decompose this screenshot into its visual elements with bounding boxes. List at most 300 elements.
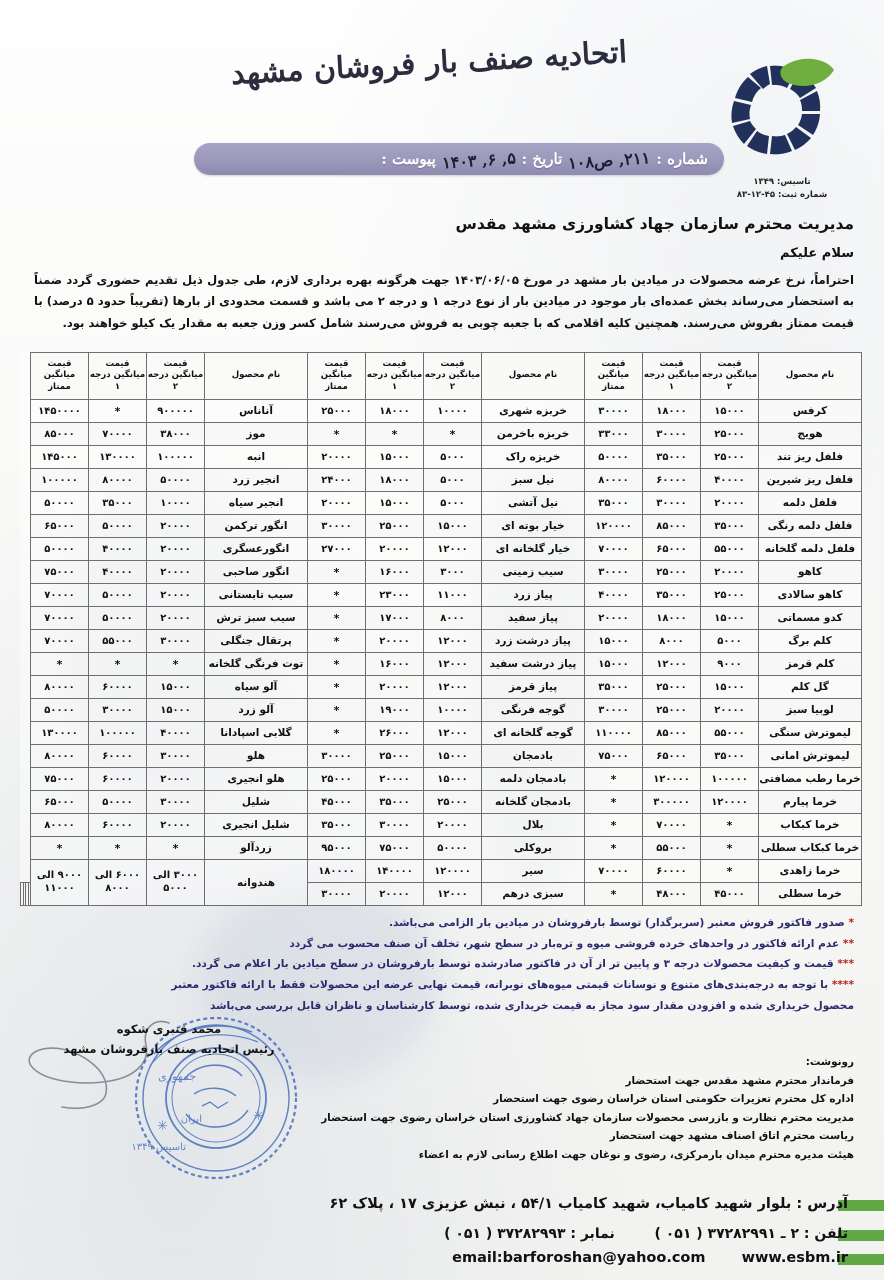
note-text: عدم ارائه فاکتور در واحدهای خرده فروشی میوه و تره‌بار در سطح شهر، تخلف آن صنف محسوب می گردد xyxy=(289,937,840,950)
footer-address: آدرس : بلوار شهید کامیاب، شهید کامیاب ۵۴/۱ ، نبش عزیزی ۱۷ ، پلاک ۶۲ xyxy=(329,1196,848,1212)
price-cell: ۳۰۰۰۰ xyxy=(585,561,643,584)
price-cell: ۲۰۰۰۰ xyxy=(147,538,205,561)
price-cell: ۲۰۰۰۰ xyxy=(147,561,205,584)
product-name-cell: پیاز درشت زرد xyxy=(482,630,585,653)
price-cell: ۵۰۰۰۰ xyxy=(89,791,147,814)
header-row xyxy=(21,353,862,400)
th-grade2-1: قیمت میانگین درجه ۲ xyxy=(701,353,759,400)
price-cell: ۶۰۰۰۰ xyxy=(89,676,147,699)
svg-text:✳: ✳ xyxy=(253,1109,264,1124)
price-cell: ۱۵۰۰۰ xyxy=(147,699,205,722)
price-cell: ۲۰۰۰۰ xyxy=(147,768,205,791)
price-cell: ۱۹۰۰۰ xyxy=(366,699,424,722)
price-cell: ۳۰۰۰۰ xyxy=(308,745,366,768)
price-cell: ۷۰۰۰۰ xyxy=(89,423,147,446)
distribution-item: مدیریت محترم نظارت و بازرسی محصولات سازمان جهاد کشاورزی استان خراسان رضوی جهت استحضار xyxy=(321,1111,854,1124)
table-row xyxy=(21,423,862,446)
note-bullet: **** xyxy=(828,978,854,991)
price-cell: ۹۵۰۰۰ xyxy=(308,837,366,860)
product-name-cell: هلو xyxy=(205,745,308,768)
product-name-cell: فلفل دلمه رنگی xyxy=(759,515,862,538)
price-table xyxy=(20,352,862,906)
price-cell: ۱۲۰۰۰۰ xyxy=(643,768,701,791)
product-name-cell: نیل آتشی xyxy=(482,492,585,515)
price-cell: ۷۵۰۰۰ xyxy=(31,768,89,791)
product-name-cell: فلفل دلمه xyxy=(759,492,862,515)
th-grade1-1: قیمت میانگین درجه ۱ xyxy=(643,353,701,400)
price-cell: ۸۵۰۰۰ xyxy=(31,423,89,446)
note-bullet: ** xyxy=(839,937,854,950)
product-name-cell: گوجه فرنگی xyxy=(482,699,585,722)
document-number-bar xyxy=(194,143,724,175)
price-cell: ۶۵۰۰۰ xyxy=(31,515,89,538)
price-cell: ۲۰۰۰۰ xyxy=(366,538,424,561)
product-name-cell: خرما پیارم xyxy=(759,791,862,814)
price-cell: ۷۵۰۰۰ xyxy=(585,745,643,768)
price-cell: ۳۰۰۰۰ xyxy=(89,699,147,722)
footer-phone-line xyxy=(444,1226,848,1242)
price-cell: * xyxy=(89,653,147,676)
product-name-cell: فلفل ریز تند xyxy=(759,446,862,469)
note-bullet: * xyxy=(844,917,854,929)
price-cell: ۳۵۰۰۰ xyxy=(585,492,643,515)
signatory-title: رئیس اتحادیه صنف بارفروشان مشهد xyxy=(63,1041,275,1056)
table-row xyxy=(21,584,862,607)
table-head xyxy=(21,353,862,400)
price-cell: ۱۲۰۰۰۰ xyxy=(701,791,759,814)
salutation: سلام علیکم xyxy=(780,246,854,261)
price-cell: ۱۶۰۰۰ xyxy=(366,653,424,676)
price-cell: ۳۰۰۰۰ xyxy=(643,492,701,515)
price-cell: ۱۵۰۰۰ xyxy=(585,630,643,653)
note-line xyxy=(34,975,854,996)
th-grade1-3: قیمت میانگین درجه ۱ xyxy=(89,353,147,400)
price-cell: ۵۰۰۰۰ xyxy=(147,469,205,492)
price-cell: ۷۰۰۰۰ xyxy=(31,584,89,607)
price-cell: ۱۲۰۰۰ xyxy=(424,653,482,676)
price-cell: * xyxy=(147,653,205,676)
product-name-cell: گوجه گلخانه ای xyxy=(482,722,585,745)
price-cell: ۶۰۰۰۰ xyxy=(643,469,701,492)
price-cell: ۳۰۰۰۰ xyxy=(366,814,424,837)
product-name-cell: خربزه شهری xyxy=(482,400,585,423)
price-cell: * xyxy=(585,768,643,791)
footer-email[interactable]: email:barforoshan@yahoo.com xyxy=(452,1250,706,1266)
price-cell: ۱۵۰۰۰ xyxy=(366,492,424,515)
product-name-cell: خیار گلخانه ای xyxy=(482,538,585,561)
price-cell: ۳۰۰۰۰ xyxy=(308,883,366,906)
price-cell: ۱۰۰۰۰ xyxy=(424,400,482,423)
product-name-cell: گلابی اسپادانا xyxy=(205,722,308,745)
price-cell: ۱۰۰۰۰ xyxy=(147,492,205,515)
price-cell: ۲۵۰۰۰ xyxy=(424,791,482,814)
price-cell: ۷۰۰۰۰ xyxy=(31,630,89,653)
price-cell: * xyxy=(701,837,759,860)
price-cell: ۸۰۰۰۰ xyxy=(89,469,147,492)
th-name-3: نام محصول xyxy=(205,353,308,400)
price-cell: ۲۰۰۰۰ xyxy=(308,446,366,469)
price-cell: * xyxy=(308,630,366,653)
price-cell: ۶۵۰۰۰ xyxy=(643,745,701,768)
price-cell: ۴۰۰۰۰ xyxy=(585,584,643,607)
note-text: محصول خریداری شده و افزودن مقدار سود مجاز به قیمت خریداری شده، توسط کارشناسان و ناظران قابل بررسی می‌باشد xyxy=(209,999,854,1012)
product-name-cell: پرتقال جنگلی xyxy=(205,630,308,653)
price-cell: ۳۵۰۰۰ xyxy=(89,492,147,515)
price-cell: ۲۵۰۰۰ xyxy=(308,400,366,423)
product-name-cell: آلو سیاه xyxy=(205,676,308,699)
price-cell: * xyxy=(308,722,366,745)
th-name-2: نام محصول xyxy=(482,353,585,400)
price-cell: ۱۲۰۰۰ xyxy=(424,676,482,699)
product-name-cell: آناناس xyxy=(205,400,308,423)
price-cell: ۷۰۰۰۰ xyxy=(31,607,89,630)
svg-text:✳: ✳ xyxy=(157,1119,168,1134)
registration-number: شماره ثبت: ۴۵-۱۲-۸۳ xyxy=(736,189,828,200)
price-cell: ۱۵۰۰۰ xyxy=(366,446,424,469)
product-name-cell: سیب زمینی xyxy=(482,561,585,584)
price-cell: ۴۵۰۰۰ xyxy=(308,791,366,814)
price-cell: ۲۰۰۰۰ xyxy=(424,814,482,837)
product-name-cell: بادمجان گلخانه xyxy=(482,791,585,814)
table-row xyxy=(21,745,862,768)
product-name-cell: انگور ترکمن xyxy=(205,515,308,538)
price-cell: ۷۰۰۰۰ xyxy=(643,814,701,837)
note-bullet: *** xyxy=(833,958,854,971)
price-cell: ۵۰۰۰۰ xyxy=(89,515,147,538)
table-row xyxy=(21,791,862,814)
price-cell: * xyxy=(308,676,366,699)
price-cell: ۵۰۰۰۰ xyxy=(89,584,147,607)
price-cell: ۲۵۰۰۰ xyxy=(308,768,366,791)
table-row xyxy=(21,446,862,469)
price-cell: ۹۰۰۰۰۰ xyxy=(147,400,205,423)
price-cell: ۳۵۰۰۰ xyxy=(366,791,424,814)
empty-cell xyxy=(23,883,26,906)
price-cell: ۷۰۰۰۰ xyxy=(585,860,643,883)
th-premium-1: قیمت میانگین ممتاز xyxy=(585,353,643,400)
price-cell: ۲۰۰۰۰ xyxy=(366,676,424,699)
th-name-1: نام محصول xyxy=(759,353,862,400)
price-cell: * xyxy=(31,837,89,860)
price-cell: * xyxy=(585,791,643,814)
price-cell: ۵۵۰۰۰ xyxy=(643,837,701,860)
product-name-cell: بروکلی xyxy=(482,837,585,860)
footer-web-line xyxy=(452,1250,848,1266)
svg-text:ایران: ایران xyxy=(180,1114,202,1125)
price-cell: * xyxy=(308,423,366,446)
price-cell: ۱۸۰۰۰ xyxy=(366,400,424,423)
th-premium-3: قیمت میانگین ممتاز xyxy=(31,353,89,400)
footer-phone: تلفن : ۲ ـ ۳۷۲۸۲۹۹۱ ( ۰۵۱ ) xyxy=(654,1226,848,1242)
product-name-cell: کاهو xyxy=(759,561,862,584)
price-cell: * xyxy=(585,837,643,860)
product-name-cell: کرفس xyxy=(759,400,862,423)
price-cell: ۲۰۰۰۰ xyxy=(147,607,205,630)
price-cell: ۲۷۰۰۰ xyxy=(308,538,366,561)
price-cell: ۸۰۰۰ xyxy=(424,607,482,630)
distribution-list xyxy=(34,1053,854,1164)
date-label: تاریخ : xyxy=(521,150,563,168)
price-cell: ۳۵۰۰۰ xyxy=(701,515,759,538)
th-premium-2: قیمت میانگین ممتاز xyxy=(308,353,366,400)
price-cell: * xyxy=(701,860,759,883)
table-row xyxy=(21,814,862,837)
organization-title: اتحادیه صنف بار فروشان مشهد xyxy=(230,34,628,93)
distribution-item: ریاست محترم اتاق اصناف مشهد جهت استحضار xyxy=(609,1130,854,1143)
price-cell: ۵۰۰۰ xyxy=(424,446,482,469)
date-value: ۵, ۶, ۱۴۰۳ xyxy=(441,147,517,173)
conditions-notes xyxy=(34,913,854,1016)
table-row xyxy=(21,492,862,515)
price-cell: * xyxy=(585,883,643,906)
price-cell: ۸۰۰۰ xyxy=(643,630,701,653)
distribution-item: هیئت مدیره محترم میدان بارمرکزی، رضوی و نوغان جهت اطلاع رسانی لازم به اعضاء xyxy=(418,1148,854,1161)
price-cell: ۲۴۰۰۰ xyxy=(308,469,366,492)
union-logo xyxy=(714,52,854,162)
price-cell: ۳۵۰۰۰ xyxy=(643,446,701,469)
price-cell: ۲۵۰۰۰ xyxy=(366,745,424,768)
price-cell: ۳۰۰۰۰ xyxy=(147,630,205,653)
price-cell: ۵۵۰۰۰ xyxy=(701,538,759,561)
price-cell: ۴۰۰۰۰ xyxy=(89,561,147,584)
price-cell: ۲۰۰۰۰ xyxy=(701,561,759,584)
product-name-cell: کدو مسماتی xyxy=(759,607,862,630)
price-cell: ۵۰۰۰۰ xyxy=(585,446,643,469)
product-name-cell: زردآلو xyxy=(205,837,308,860)
price-cell: ۳۵۰۰۰ xyxy=(585,676,643,699)
table-row xyxy=(21,607,862,630)
price-cell: ۱۱۰۰۰ xyxy=(424,584,482,607)
price-cell: ۱۰۰۰۰ xyxy=(424,699,482,722)
product-name-cell: بادمجان دلمه xyxy=(482,768,585,791)
price-cell: ۲۰۰۰۰ xyxy=(585,607,643,630)
number-label: شماره : xyxy=(656,150,708,168)
price-cell: * xyxy=(89,837,147,860)
price-cell: ۱۵۰۰۰ xyxy=(424,515,482,538)
distribution-item: اداره کل محترم تعزیرات حکومتی استان خراسان رضوی جهت استحضار xyxy=(493,1093,854,1106)
price-cell: ۱۴۵۰۰۰ xyxy=(31,446,89,469)
price-cell: * xyxy=(366,423,424,446)
price-cell: ۱۵۰۰۰ xyxy=(424,768,482,791)
product-name-cell: کلم برگ xyxy=(759,630,862,653)
price-cell: ۸۰۰۰۰ xyxy=(585,469,643,492)
price-cell: ۱۶۰۰۰ xyxy=(366,561,424,584)
product-name-cell: خرما سطلی xyxy=(759,883,862,906)
price-cell: ۲۰۰۰۰ xyxy=(147,584,205,607)
product-name-cell: خیار بوته ای xyxy=(482,515,585,538)
price-cell: * xyxy=(308,584,366,607)
product-name-cell: شلیل انجیری xyxy=(205,814,308,837)
product-name-cell: سیر xyxy=(482,860,585,883)
price-cell: ۵۵۰۰۰ xyxy=(701,722,759,745)
price-cell: ۱۴۰۰۰۰ xyxy=(366,860,424,883)
price-cell: ۱۵۰۰۰ xyxy=(701,676,759,699)
product-name-cell: سبزی درهم xyxy=(482,883,585,906)
table-row xyxy=(21,676,862,699)
footer-fax: نمابر : ۳۷۲۸۲۹۹۳ ( ۰۵۱ ) xyxy=(444,1226,615,1242)
product-name-cell: هندوانه xyxy=(205,860,308,906)
price-cell: ۱۷۰۰۰ xyxy=(366,607,424,630)
price-cell: * xyxy=(585,814,643,837)
price-cell: ۶۰۰۰۰ xyxy=(89,814,147,837)
price-cell: ۲۳۰۰۰ xyxy=(366,584,424,607)
product-name-cell: خربزه راک xyxy=(482,446,585,469)
note-text: با توجه به درجه‌بندی‌های متنوع و نوسانات قیمتی میوه‌های نوبرانه، قیمت نهایی عرضه این محصولات فقط با ارائه فاکتور معتبر xyxy=(171,978,829,991)
empty-cell xyxy=(21,883,24,906)
distribution-title: رونوشت: xyxy=(805,1056,854,1068)
price-cell: ۱۵۰۰۰ xyxy=(701,607,759,630)
product-name-cell: خرما کبکاب xyxy=(759,814,862,837)
note-line xyxy=(34,913,854,934)
price-cell: ۲۵۰۰۰ xyxy=(701,584,759,607)
price-cell: ۴۰۰۰۰ xyxy=(147,722,205,745)
price-cell: ۵۰۰۰۰ xyxy=(31,699,89,722)
product-name-cell: انگور صاحبی xyxy=(205,561,308,584)
product-name-cell: شلیل xyxy=(205,791,308,814)
note-line xyxy=(34,934,854,955)
product-name-cell: خرما زاهدی xyxy=(759,860,862,883)
price-cell: ۳۸۰۰۰ xyxy=(147,423,205,446)
price-cell: ۲۰۰۰۰ xyxy=(366,768,424,791)
price-cell: ۲۰۰۰۰ xyxy=(366,883,424,906)
price-cell: ۴۵۰۰۰ xyxy=(701,883,759,906)
price-cell: ۶۰۰۰ الی ۸۰۰۰ xyxy=(89,860,147,906)
price-cell: ۳۰۰۰۰ xyxy=(585,699,643,722)
table-row xyxy=(21,469,862,492)
price-cell: ۸۰۰۰۰ xyxy=(31,745,89,768)
price-cell: ۲۵۰۰۰ xyxy=(643,699,701,722)
price-cell: ۷۰۰۰۰ xyxy=(585,538,643,561)
price-cell: ۳۰۰۰۰ xyxy=(585,400,643,423)
price-cell: * xyxy=(308,699,366,722)
price-cell: ۵۰۰۰ xyxy=(701,630,759,653)
product-name-cell: پیاز زرد xyxy=(482,584,585,607)
attachment-label: پیوست : xyxy=(381,150,436,168)
product-name-cell: بلال xyxy=(482,814,585,837)
product-name-cell: آلو زرد xyxy=(205,699,308,722)
product-name-cell: کاهو سالادی xyxy=(759,584,862,607)
price-cell: ۳۳۰۰۰ xyxy=(585,423,643,446)
price-cell: * xyxy=(701,814,759,837)
price-cell: ۸۰۰۰۰ xyxy=(31,814,89,837)
price-cell: ۲۰۰۰۰ xyxy=(147,515,205,538)
price-cell: ۱۳۰۰۰۰ xyxy=(31,722,89,745)
product-name-cell: پیاز درشت سفید xyxy=(482,653,585,676)
price-cell: ۶۰۰۰۰ xyxy=(89,768,147,791)
product-name-cell: موز xyxy=(205,423,308,446)
price-cell: ۶۵۰۰۰ xyxy=(31,791,89,814)
price-cell: ۱۵۰۰۰ xyxy=(701,400,759,423)
table-body xyxy=(21,400,862,906)
price-cell: ۳۰۰۰۰ xyxy=(308,515,366,538)
table-row xyxy=(21,860,862,883)
price-cell: ۸۵۰۰۰ xyxy=(643,515,701,538)
empty-cell xyxy=(28,883,31,906)
product-name-cell: خربزه باخرمن xyxy=(482,423,585,446)
price-cell: ۱۲۰۰۰ xyxy=(424,630,482,653)
price-cell: ۳۰۰۰۰ xyxy=(147,745,205,768)
product-name-cell: انجیر سیاه xyxy=(205,492,308,515)
table-row xyxy=(21,630,862,653)
empty-cell xyxy=(26,883,29,906)
price-cell: * xyxy=(308,653,366,676)
price-cell: * xyxy=(31,653,89,676)
th-grade2-2: قیمت میانگین درجه ۲ xyxy=(424,353,482,400)
price-cell: ۴۰۰۰۰ xyxy=(89,538,147,561)
product-name-cell: گل کلم xyxy=(759,676,862,699)
price-cell: ۲۵۰۰۰ xyxy=(643,676,701,699)
price-cell: ۱۵۰۰۰ xyxy=(424,745,482,768)
product-name-cell: نیل سبز xyxy=(482,469,585,492)
price-cell: ۲۵۰۰۰ xyxy=(701,446,759,469)
price-cell: ۷۵۰۰۰ xyxy=(31,561,89,584)
letter-body xyxy=(34,270,854,334)
price-cell: ۶۰۰۰۰ xyxy=(643,860,701,883)
price-cell: ۵۰۰۰ xyxy=(424,469,482,492)
table-row xyxy=(21,538,862,561)
product-name-cell: انگورعسگری xyxy=(205,538,308,561)
table-row xyxy=(21,653,862,676)
note-text: قیمت و کیفیت محصولات درجه ۳ و پایین تر از آن در فاکتور صادرشده توسط بارفروشان در سطح میادین بار اعلام می گردد. xyxy=(191,958,834,971)
price-cell: ۱۸۰۰۰ xyxy=(366,469,424,492)
price-cell: ۱۸۰۰۰ xyxy=(643,607,701,630)
price-cell: ۶۰۰۰۰ xyxy=(89,745,147,768)
table-row xyxy=(21,722,862,745)
table-row xyxy=(21,768,862,791)
product-name-cell: لیموترش امانی xyxy=(759,745,862,768)
price-cell: ۱۵۰۰۰ xyxy=(585,653,643,676)
price-cell: ۳۵۰۰۰ xyxy=(308,814,366,837)
price-cell: ۸۵۰۰۰ xyxy=(643,722,701,745)
svg-text:جمهوری: جمهوری xyxy=(158,1070,196,1083)
price-cell: ۲۰۰۰۰ xyxy=(308,492,366,515)
price-cell: ۳۰۰۰۰۰ xyxy=(643,791,701,814)
price-cell: * xyxy=(147,837,205,860)
price-cell: ۵۵۰۰۰ xyxy=(89,630,147,653)
product-name-cell: فلفل ریز شیرین xyxy=(759,469,862,492)
th-grade2-3: قیمت میانگین درجه ۲ xyxy=(147,353,205,400)
product-name-cell: سیب سبز ترش xyxy=(205,607,308,630)
product-name-cell: توت فرنگی گلخانه xyxy=(205,653,308,676)
price-cell: ۱۳۰۰۰۰ xyxy=(89,446,147,469)
price-cell: ۲۵۰۰۰ xyxy=(643,561,701,584)
svg-text:تاسیس ۱۳۴۹: تاسیس ۱۳۴۹ xyxy=(131,1142,186,1153)
price-cell: ۵۰۰۰۰ xyxy=(31,538,89,561)
price-cell: ۲۰۰۰۰ xyxy=(701,492,759,515)
letter-body-text: احتراماً، نرخ عرضه محصولات در میادین بار مشهد در مورخ ۱۴۰۳/۰۶/۰۵ جهت هرگونه بهره برداری لازم، طی جدول ذیل تقدیم حضوری گردد ضمناً به استحضار می‌رساند بخش عمده‌ای بار موجود در میادین بار از نوع درجه ۱ و درجه ۲ می باشد و قسمت محدودی از بارها (تقریباً حدود ۵ درصد) با قیمت ممتاز بفروش می‌رسند. همچنین کلیه اقلامی که با جعبه چوبی به فروش می‌رسند شامل کسر وزن جعبه به مقدار یک کیلو خواهند بود. xyxy=(34,273,854,330)
price-cell: ۵۰۰۰ xyxy=(424,492,482,515)
product-name-cell: پیاز قرمز xyxy=(482,676,585,699)
price-cell: ۲۵۰۰۰ xyxy=(701,423,759,446)
product-name-cell: انجیر زرد xyxy=(205,469,308,492)
footer-website[interactable]: www.esbm.ir xyxy=(741,1250,848,1266)
price-cell: ۱۲۰۰۰ xyxy=(424,722,482,745)
price-cell: ۲۰۰۰۰ xyxy=(701,699,759,722)
table-row xyxy=(21,561,862,584)
registration-info xyxy=(712,176,852,202)
product-name-cell: هلو انجیری xyxy=(205,768,308,791)
addressee-line: مدیریت محترم سازمان جهاد کشاورزی مشهد مقدس xyxy=(455,215,854,233)
distribution-item: فرماندار محترم مشهد مقدس جهت استحضار xyxy=(625,1074,854,1087)
price-cell: ۳۰۰۰۰ xyxy=(147,791,205,814)
price-cell: ۱۲۰۰۰ xyxy=(424,538,482,561)
price-cell: ۷۵۰۰۰ xyxy=(366,837,424,860)
product-name-cell: سیب تابستانی xyxy=(205,584,308,607)
price-cell: ۱۴۵۰۰۰۰ xyxy=(31,400,89,423)
product-name-cell: خرما کبکاب سطلی xyxy=(759,837,862,860)
price-cell: ۱۸۰۰۰ xyxy=(643,400,701,423)
price-cell: * xyxy=(308,607,366,630)
